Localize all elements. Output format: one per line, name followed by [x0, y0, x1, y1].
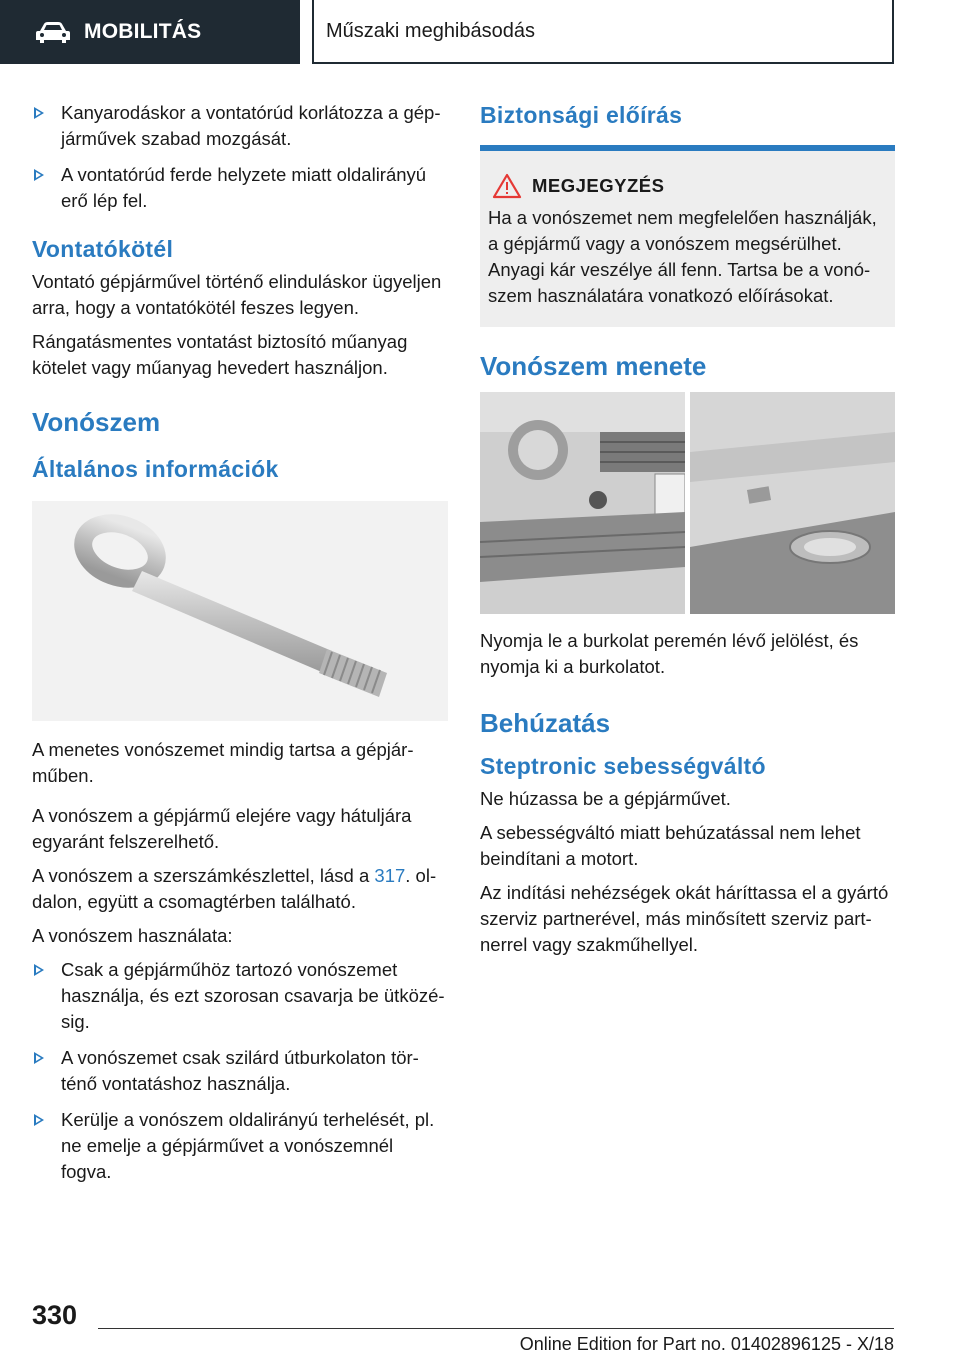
- car-icon: [36, 21, 70, 43]
- triangle-bullet-icon: [34, 107, 44, 119]
- triangle-bullet-icon: [34, 1114, 44, 1126]
- left-column: [32, 100, 448, 1195]
- list-item: Csak a gépjárműhöz tartozó vonószemet használja, és ezt szorosan csavarja be ütközésig.: [32, 957, 448, 1035]
- page-number: 330: [32, 1300, 78, 1330]
- steptronic-paragraph: Ne húzassa be a gépjárművet.: [480, 788, 731, 809]
- chapter-title: Műszaki meghibásodás: [326, 19, 535, 42]
- steptronic-paragraph: Az indítási nehézségek okát háríttassa el a gyártó szerviz partnerével, más minősített szerviz partnerrel vagy szakműhellyel.: [480, 882, 889, 955]
- list-item: Kerülje a vonószem oldalirányú terhelését, pl. ne emelje a gépjárművet a vonószemnél fogva.: [32, 1107, 448, 1185]
- towing-eye-illustration: [32, 501, 448, 721]
- notice-title: MEGJEGYZÉS: [532, 175, 665, 196]
- triangle-bullet-icon: [34, 964, 44, 976]
- triangle-bullet-icon: [34, 1052, 44, 1064]
- edition-note: Online Edition for Part no. 01402896125 - X/18: [519, 1334, 894, 1354]
- steptronic-heading: Steptronic sebességváltó: [480, 753, 766, 779]
- towing-eye-figure: [32, 501, 448, 721]
- mount-paragraph: A vonószem a gépjármű elejére vagy hátuljára egyaránt felszerelhető.: [32, 805, 412, 852]
- towing-eye-heading: Vonószem: [32, 407, 161, 437]
- footer-divider: [98, 1328, 894, 1329]
- tow-in-heading: Behúzatás: [480, 708, 611, 738]
- notice-box: [480, 151, 895, 327]
- safety-heading: Biztonsági előírás: [480, 102, 683, 128]
- chapter-tab: [312, 0, 894, 64]
- list-item: A vonószemet csak szilárd útburkolaton történő vontatáshoz használja.: [32, 1045, 448, 1097]
- notice-text: Ha a vonószemet nem megfelelően használják, a gépjármű vagy a vonószem megsérülhet. Anyagi kár veszélye áll fenn. Tartsa be a vonószem használatára vonatkozó előírásokat.: [488, 207, 877, 306]
- list-item: A vontatórúd ferde helyzete miatt oldalirányú erő lép fel.: [32, 162, 448, 214]
- steptronic-paragraph: A sebességváltó miatt behúzatással nem lehet beindítani a motort.: [480, 822, 861, 869]
- procedure-text: Nyomja le a burkolat peremén lévő jelölést, és nyomja ki a burkolatot.: [480, 630, 859, 677]
- triangle-bullet-icon: [34, 169, 44, 181]
- bumper-illustration: [480, 392, 895, 614]
- bumper-cover-figure: [480, 392, 895, 614]
- keep-paragraph: A menetes vonószemet mindig tartsa a gépjárműben.: [32, 739, 414, 786]
- rope-paragraph: Vontató gépjárművel történő elinduláskor ügyeljen arra, hogy a vontatókötél feszes legyen.: [32, 271, 442, 318]
- tools-paragraph: A vonószem a szerszámkészlettel, lásd a 317. oldalon, együtt a csomagtérben található.: [32, 865, 437, 912]
- warning-icon: [492, 173, 522, 199]
- section-title: MOBILITÁS: [84, 20, 202, 43]
- general-info-heading: Általános információk: [32, 456, 279, 482]
- right-column: [480, 100, 895, 966]
- use-paragraph: A vonószem használata:: [32, 925, 233, 946]
- rope-heading: Vontatókötél: [32, 236, 174, 262]
- list-item: Kanyarodáskor a vontatórúd korlátozza a gépjárművek szabad mozgását.: [32, 100, 448, 152]
- procedure-heading: Vonószem menete: [480, 351, 707, 381]
- section-tab: [0, 0, 300, 64]
- rope-paragraph: Rángatásmentes vontatást biztosító műanyag kötelet vagy műanyag hevedert használjon.: [32, 331, 408, 378]
- page-reference-link[interactable]: 317: [374, 865, 406, 886]
